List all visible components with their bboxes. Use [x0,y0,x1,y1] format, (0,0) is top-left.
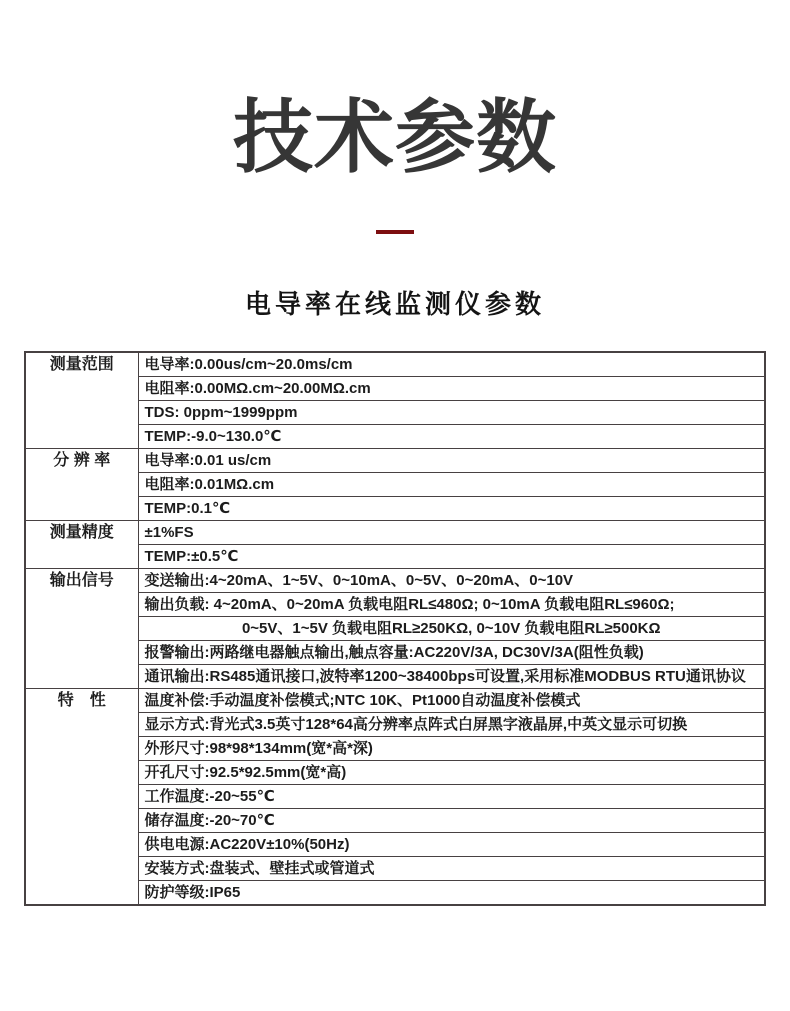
spec-value: 开孔尺寸:92.5*92.5mm(宽*高) [138,761,765,785]
spec-value: TEMP:±0.5℃ [138,545,765,569]
spec-value: 外形尺寸:98*98*134mm(宽*高*深) [138,737,765,761]
table-row [25,449,765,473]
spec-value: 供电电源:AC220V±10%(50Hz) [138,833,765,857]
spec-value: 输出负载: 4~20mA、0~20mA 负载电阻RL≤480Ω; 0~10mA 负载电阻RL≤960Ω; [138,593,765,617]
spec-value: 电导率:0.01 us/cm [138,449,765,473]
spec-value: TDS: 0ppm~1999ppm [138,401,765,425]
table-row [25,521,765,545]
spec-value: 电阻率:0.01MΩ.cm [138,473,765,497]
title-divider [376,230,414,234]
spec-value: 储存温度:-20~70℃ [138,809,765,833]
table-row [25,352,765,377]
spec-value: 安装方式:盘装式、壁挂式或管道式 [138,857,765,881]
spec-group-label-measure-range: 测量范围 [25,352,138,449]
spec-group-label-accuracy: 测量精度 [25,521,138,569]
table-row [25,689,765,713]
spec-value: 工作温度:-20~55℃ [138,785,765,809]
spec-value: 电阻率:0.00MΩ.cm~20.00MΩ.cm [138,377,765,401]
section-subtitle: 电导率在线监测仪参数 [244,289,545,319]
spec-group-label-features: 特 性 [25,689,138,906]
spec-table [24,351,766,906]
spec-value: 显示方式:背光式3.5英寸128*64高分辨率点阵式白屏黑字液晶屏,中英文显示可切换 [138,713,765,737]
page-title: 技术参数 [233,93,557,182]
spec-value: 电导率:0.00us/cm~20.0ms/cm [138,352,765,377]
spec-group-label-resolution: 分 辨 率 [25,449,138,521]
spec-value: 防护等级:IP65 [138,881,765,906]
spec-value: 0~5V、1~5V 负载电阻RL≥250KΩ, 0~10V 负载电阻RL≥500KΩ [138,617,765,641]
spec-value: 变送输出:4~20mA、1~5V、0~10mA、0~5V、0~20mA、0~10V [138,569,765,593]
spec-value: TEMP:-9.0~130.0℃ [138,425,765,449]
table-row [25,569,765,593]
spec-value: ±1%FS [138,521,765,545]
spec-value: 报警输出:两路继电器触点输出,触点容量:AC220V/3A, DC30V/3A(阻性负载) [138,641,765,665]
spec-value: 通讯输出:RS485通讯接口,波特率1200~38400bps可设置,采用标准MODBUS RTU通讯协议 [138,665,765,689]
spec-value: TEMP:0.1℃ [138,497,765,521]
spec-value: 温度补偿:手动温度补偿模式;NTC 10K、Pt1000自动温度补偿模式 [138,689,765,713]
spec-group-label-output-signal: 输出信号 [25,569,138,689]
